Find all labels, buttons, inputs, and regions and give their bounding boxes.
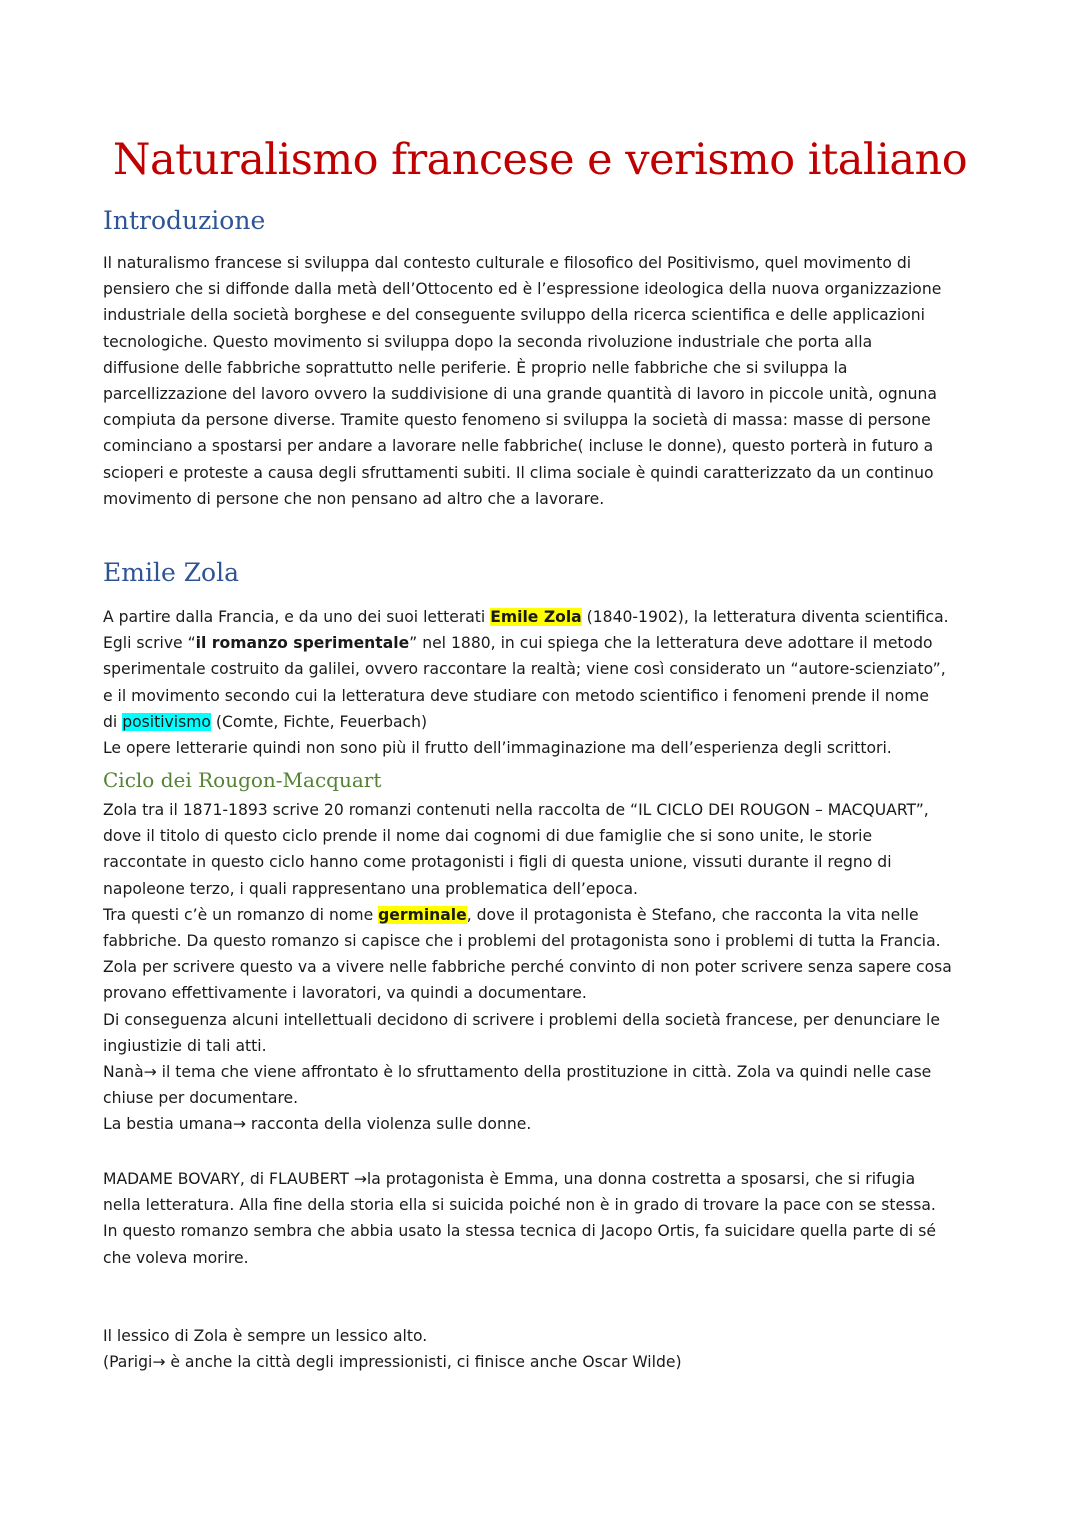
paragraph-introduzione: [103, 250, 983, 512]
text-line: Zola tra il 1871-1893 scrive 20 romanzi contenuti nella raccolta de “IL CICLO DEI ROUGON – MACQUART”,: [103, 801, 929, 819]
text-line: ingiustizie di tali atti.: [103, 1036, 267, 1055]
text-line: parcellizzazione del lavoro ovvero la suddivisione di una grande quantità di lavoro in piccole unità, ognuna: [103, 384, 937, 403]
highlight-positivismo: positivismo: [122, 712, 211, 731]
text-line: MADAME BOVARY, di FLAUBERT →la protagonista è Emma, una donna costretta a sposarsi, che si rifugia: [103, 1170, 916, 1188]
text-line: (Parigi→ è anche la città degli impressionisti, ci finisce anche Oscar Wilde): [103, 1353, 682, 1372]
text-line: e il movimento secondo cui la letteratura deve studiare con metodo scientifico i fenomeni prende il nome: [103, 686, 929, 705]
text-line: chiuse per documentare.: [103, 1089, 299, 1108]
text-line: [103, 604, 983, 630]
text-line: cominciano a spostarsi per andare a lavorare nelle fabbriche( incluse le donne), questo porterà in futuro a: [103, 437, 934, 456]
text-line: [103, 709, 983, 735]
text-line: [103, 902, 983, 928]
text-line: industriale della società borghese e del conseguente sviluppo della ricerca scientifica e delle applicazioni: [103, 306, 925, 325]
text-span: (Comte, Fichte, Feuerbach): [210, 712, 428, 731]
text-line: napoleone terzo, i quali rappresentano una problematica dell’epoca.: [103, 879, 638, 898]
text-line: tecnologiche. Questo movimento si sviluppa dopo la seconda rivoluzione industriale che porta alla: [103, 332, 873, 351]
highlight-emile-zola: Emile Zola: [490, 608, 582, 626]
text-line: nella letteratura. Alla fine della storia ella si suicida poiché non è in grado di trovare la pace con se stessa.: [103, 1196, 936, 1215]
text-line: pensiero che si diffonde dalla metà dell’Ottocento ed è l’espressione ideologica della nuova organizzazione: [103, 280, 942, 299]
heading-emile-zola: Emile Zola: [103, 558, 240, 587]
text-span: , dove il protagonista è Stefano, che racconta la vita nelle: [466, 905, 919, 924]
text-line: Le opere letterarie quindi non sono più il frutto dell’immaginazione ma dell’esperienza degli scrittori.: [103, 738, 892, 757]
text-span: A partire dalla Francia, e da uno dei suoi letterati: [103, 608, 491, 626]
document-title: Naturalismo francese e verismo italiano: [112, 135, 968, 185]
text-line: sperimentale costruito da galilei, ovvero raccontare la realtà; viene così considerato un “autore-scienziato”,: [103, 660, 946, 679]
text-span: (1840-1902), la letteratura diventa scientifica.: [581, 608, 949, 626]
text-line: scioperi e proteste a causa degli sfruttamenti subiti. Il clima sociale è quindi caratterizzato da un continuo: [103, 463, 934, 482]
text-line: [103, 630, 983, 656]
paragraph-lessico: [103, 1323, 983, 1375]
text-line: Il lessico di Zola è sempre un lessico alto.: [103, 1327, 428, 1345]
text-line: In questo romanzo sembra che abbia usato la stessa tecnica di Jacopo Ortis, fa suicidare quella parte di sé: [103, 1222, 936, 1241]
text-line: Nanà→ il tema che viene affrontato è lo sfruttamento della prostituzione in città. Zola va quindi nelle case: [103, 1062, 932, 1081]
text-span: ” nel 1880, in cui spiega che la letteratura deve adottare il metodo: [409, 634, 933, 653]
text-line: La bestia umana→ racconta della violenza sulle donne.: [103, 1115, 532, 1134]
text-line: Il naturalismo francese si sviluppa dal contesto culturale e filosofico del Positivismo, quel movimento di: [103, 254, 912, 272]
text-line: fabbriche. Da questo romanzo si capisce che i problemi del protagonista sono i problemi di tutta la Francia.: [103, 931, 941, 950]
paragraph-ciclo: [103, 797, 983, 1137]
highlight-germinale: germinale: [378, 905, 467, 924]
paragraph-emile-zola: [103, 604, 983, 761]
text-line: raccontate in questo ciclo hanno come protagonisti i figli di questa unione, vissuti durante il regno di: [103, 853, 892, 872]
text-span: Tra questi c’è un romanzo di nome: [103, 905, 379, 924]
paragraph-madame-bovary: [103, 1166, 983, 1271]
text-line: diffusione delle fabbriche soprattutto nelle periferie. È proprio nelle fabbriche che si sviluppa la: [103, 358, 848, 377]
heading-ciclo-rougon-macquart: Ciclo dei Rougon-Macquart: [103, 768, 382, 792]
text-span: Egli scrive “: [103, 634, 196, 653]
bold-romanzo-sperimentale: il romanzo sperimentale: [195, 634, 410, 653]
text-line: Zola per scrivere questo va a vivere nelle fabbriche perché convinto di non poter scrivere senza sapere cosa: [103, 958, 952, 977]
text-line: che voleva morire.: [103, 1248, 249, 1267]
text-line: dove il titolo di questo ciclo prende il nome dai cognomi di due famiglie che si sono unite, le storie: [103, 827, 873, 846]
text-line: Di conseguenza alcuni intellettuali decidono di scrivere i problemi della società francese, per denunciare le: [103, 1010, 940, 1029]
text-line: compiuta da persone diverse. Tramite questo fenomeno si sviluppa la società di massa: masse di persone: [103, 411, 931, 430]
text-line: provano effettivamente i lavoratori, va quindi a documentare.: [103, 984, 587, 1003]
heading-introduzione: Introduzione: [103, 206, 266, 235]
text-span: di: [103, 712, 123, 731]
text-line: movimento di persone che non pensano ad altro che a lavorare.: [103, 489, 605, 508]
